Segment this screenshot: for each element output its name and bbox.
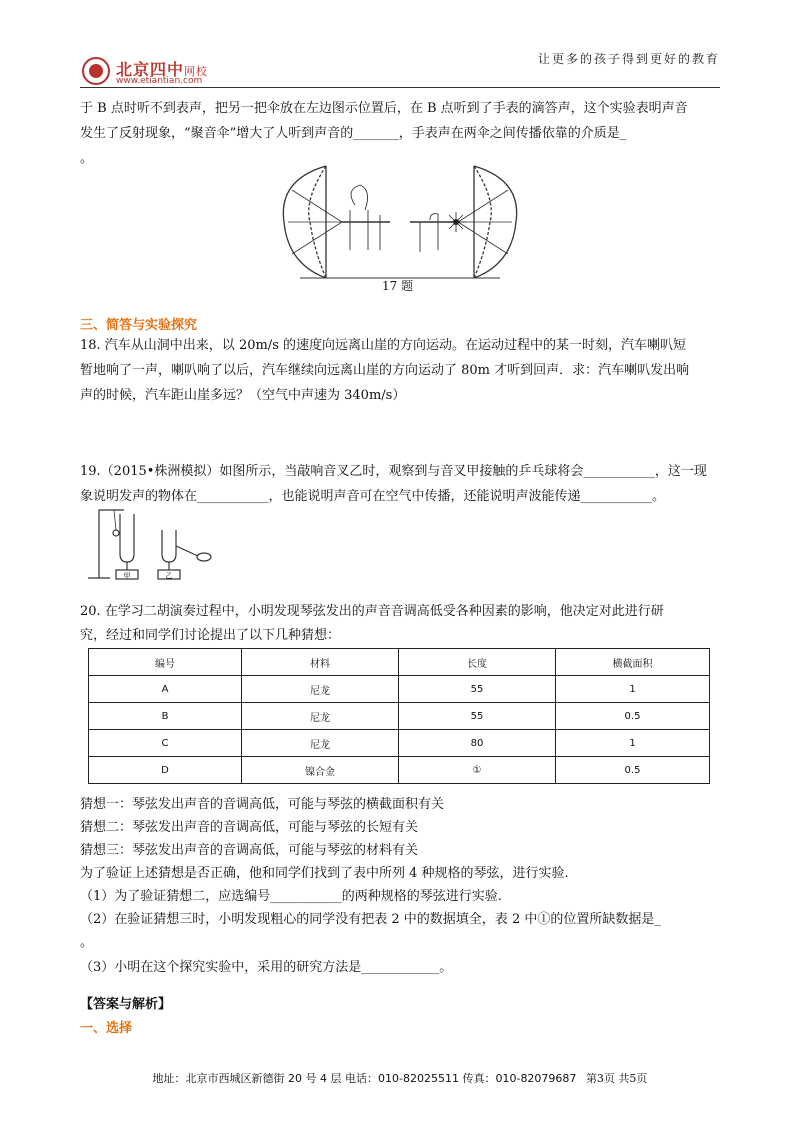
- table-row: [89, 676, 710, 703]
- stand-icon: [88, 510, 124, 578]
- table-cell: 尼龙: [242, 676, 399, 703]
- q20-sub-1: （1）为了验证猜想二，应选编号___________的两种规格的琴弦进行实验.: [80, 889, 502, 904]
- table-header: 编号: [89, 649, 242, 676]
- table-cell: D: [89, 757, 242, 784]
- fork-b-label: 乙: [165, 572, 173, 580]
- table-header: 横截面积: [556, 649, 710, 676]
- header-divider: [80, 87, 720, 88]
- table-cell: 80: [399, 730, 556, 757]
- q17-line-3: 。: [80, 151, 94, 166]
- q19-line-1: 19.（2015•株洲模拟）如图所示，当敲响音叉乙时，观察到与音叉甲接触的乒乓球将会___________，这一现: [80, 464, 707, 479]
- q20-sub-2-line-1: （2）在验证猜想三时，小明发现粗心的同学没有把表 2 中的数据填全，表 2 中①的位置所缺数据是_: [80, 912, 661, 927]
- string-spec-table: [88, 648, 710, 784]
- table-cell: 镍合金: [242, 757, 399, 784]
- umbrella-figure: [280, 160, 520, 295]
- q18-line-1: 18. 汽车从山洞中出来，以 20m/s 的速度向远离山崖的方向运动。在运动过程中的某一时刻，汽车喇叭短: [80, 338, 686, 353]
- footer-page-number: 第3页 共5页: [585, 1072, 648, 1085]
- answers-title: 【答案与解析】: [80, 997, 172, 1012]
- footer-address: 地址：北京市西城区新德街 20 号 4 层 电话：010-82025511 传真：010-82079687: [152, 1072, 577, 1085]
- page-footer: [0, 1070, 800, 1086]
- q20-sub-3: （3）小明在这个探究实验中，采用的研究方法是____________。: [80, 960, 453, 975]
- logo-emblem-icon: [82, 57, 110, 85]
- q18-line-3: 声的时候，汽车距山崖多远？（空气中声速为 340m/s）: [80, 388, 406, 403]
- table-row: [89, 730, 710, 757]
- logo-url: www.etiantian.com: [116, 76, 203, 86]
- table-cell: A: [89, 676, 242, 703]
- table-header-row: [89, 649, 710, 676]
- logo-name: 北京四中: [116, 60, 185, 79]
- q17-line-2: 发生了反射现象，“聚音伞”增大了人听到声音的_______，手表声在两伞之间传播依靠的介质是_: [80, 126, 627, 141]
- watch-icon: [453, 219, 459, 225]
- table-cell: 1: [556, 676, 710, 703]
- table-cell: 尼龙: [242, 730, 399, 757]
- table-cell: C: [89, 730, 242, 757]
- table-row: [89, 757, 710, 784]
- table-cell: 55: [399, 676, 556, 703]
- q20-guess-2: 猜想二：琴弦发出声音的音调高低，可能与琴弦的长短有关: [80, 820, 419, 835]
- q20-guess-1: 猜想一：琴弦发出声音的音调高低，可能与琴弦的横截面积有关: [80, 797, 445, 812]
- q18-line-2: 暂地响了一声，喇叭响了以后，汽车继续向远离山崖的方向运动了 80m 才听到回声．求：汽车喇叭发出响: [80, 363, 690, 378]
- mallet-icon: [176, 546, 198, 556]
- table-cell: B: [89, 703, 242, 730]
- table-header: 长度: [399, 649, 556, 676]
- q20-line-2: 究，经过和同学们讨论提出了以下几种猜想：: [80, 628, 341, 643]
- site-logo: [80, 57, 260, 87]
- fork-b-icon: [162, 530, 176, 562]
- tuning-fork-figure: [80, 506, 220, 582]
- table-cell: 0.5: [556, 757, 710, 784]
- q20-sub-2-line-2: 。: [80, 935, 94, 950]
- table-cell: 尼龙: [242, 703, 399, 730]
- table-cell: 1: [556, 730, 710, 757]
- table-cell: 0.5: [556, 703, 710, 730]
- table-cell: ①: [399, 757, 556, 784]
- q17-line-1: 于 B 点时听不到表声，把另一把伞放在左边图示位置后，在 B 点听到了手表的滴答声，这个实验表明声音: [80, 101, 688, 116]
- header-slogan: 让更多的孩子得到更好的教育: [537, 52, 720, 66]
- section-3-title: 三、简答与实验探究: [80, 318, 198, 333]
- q20-line-1: 20. 在学习二胡演奏过程中，小明发现琴弦发出的声音音调高低受各种因素的影响，他决定对此进行研: [80, 604, 664, 619]
- table-cell: 55: [399, 703, 556, 730]
- answers-section-1: 一、选择: [80, 1021, 133, 1036]
- figure-17-caption: 17 题: [382, 279, 414, 293]
- logo-sub: 网校: [184, 65, 209, 78]
- fork-a-label: 甲: [123, 572, 131, 580]
- table-row: [89, 703, 710, 730]
- table-header: 材料: [242, 649, 399, 676]
- ping-pong-ball-icon: [113, 530, 119, 536]
- fork-a-icon: [120, 514, 134, 562]
- q20-guess-3: 猜想三：琴弦发出声音的音调高低，可能与琴弦的材料有关: [80, 843, 419, 858]
- q19-line-2: 象说明发声的物体在___________，也能说明声音可在空气中传播，还能说明声波能传递___________。: [80, 489, 666, 504]
- q20-intro: 为了验证上述猜想是否正确，他和同学们找到了表中所列 4 种规格的琴弦，进行实验.: [80, 866, 569, 881]
